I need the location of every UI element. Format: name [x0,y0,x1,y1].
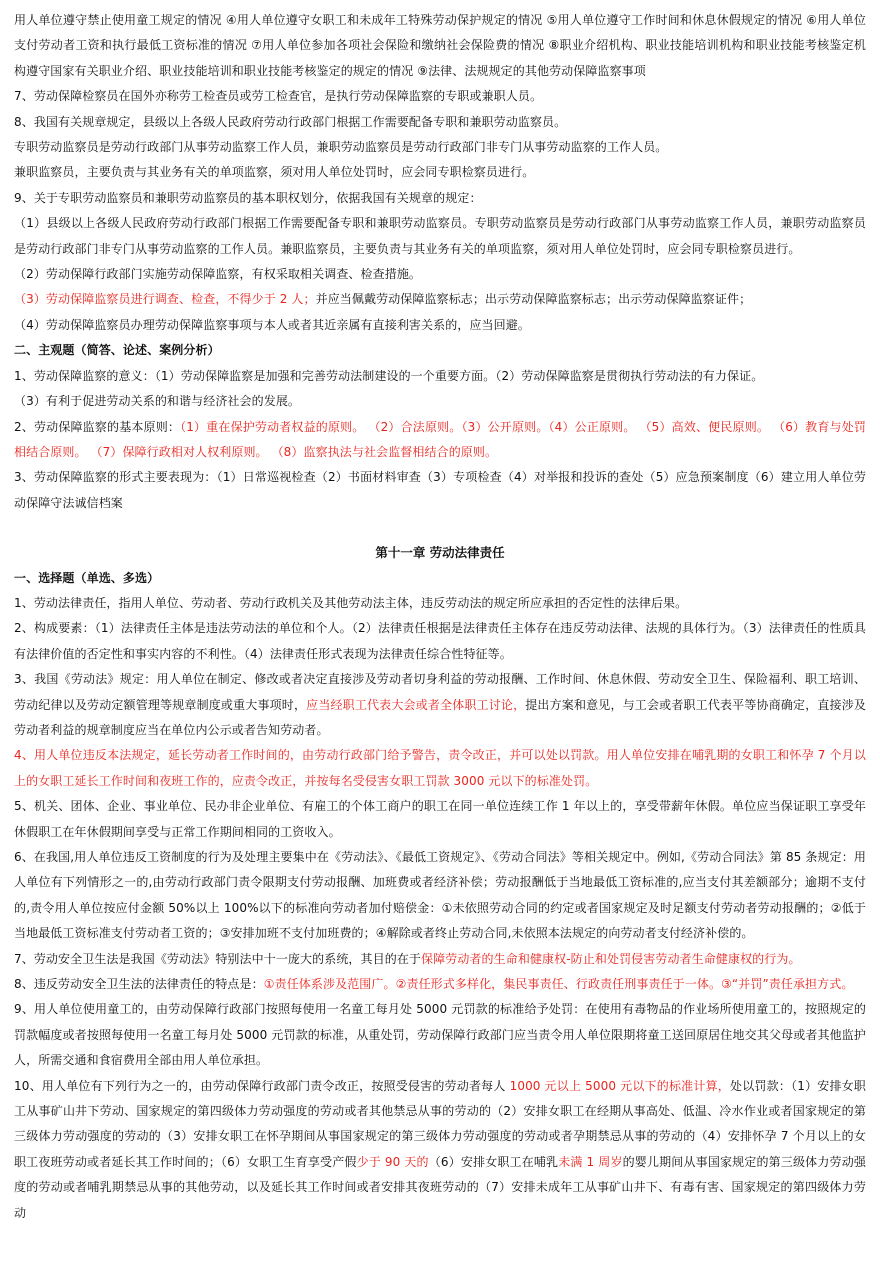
paragraph [14,947,866,972]
highlight-text: （3）劳动保障监察员进行调查、检查，不得少于 2 人； [14,292,316,307]
text-run: 7、劳动安全卫生法是我国《劳动法》特别法中十一庞大的系统，其目的在于 [14,951,422,966]
document-page [14,8,866,1226]
paragraph [14,415,866,466]
text-run: 9、关于专职劳动监察员和兼职劳动监察员的基本职权划分，依据我国有关规章的规定： [14,190,482,205]
paragraph [14,667,866,743]
text-run: 7、劳动保障检察员在国外亦称劳工检查员或劳工检查官，是执行劳动保障监察的专职或兼职人员。 [14,89,543,104]
text-run: （2）劳动保障行政部门实施劳动保障监察，有权采取相关调查、检查措施。 [14,267,422,282]
chapter-title [14,540,866,565]
highlight-text: 未满 1 周岁 [558,1154,623,1169]
paragraph [14,465,866,516]
highlight-text: 少于 90 天的 [356,1154,429,1169]
paragraph [14,364,866,389]
highlight-text: 1000 元以上 5000 元以下的标准计算， [509,1078,730,1093]
section-spacer [14,516,866,540]
text-run: 兼职监察员，主要负责与其业务有关的单项监察，须对用人单位处罚时，应会同专职检察员进行。 [14,165,535,180]
text-run: 的婴儿期间从事国家规定的第三级体力劳动强度的劳动或者哺乳期禁忌从事的其他劳动，以及延长其工作时间或者安排其夜班劳动的（7）安排未成年工从事矿山井下、有毒有害、国家规定的第四级体力劳动 [14,1154,866,1220]
paragraph [14,591,866,616]
text-run: 9、用人单位使用童工的，由劳动保障行政部门按照每使用一名童工每月处 5000 元罚款的标准给予处罚：在使用有毒物品的作业场所使用童工的，按照规定的罚款幅度或者按照每使用一名童工每月处 5000 元罚款的标准，从重处罚，劳动保障行政部门应当责令用人单位限期将童工送回原居住地交其父母或者其他监护人，所需交通和食宿费用全部由用人单位承担。 [14,1002,866,1068]
paragraph [14,338,866,363]
text-run: （6）安排女职工在哺乳 [428,1154,559,1169]
paragraph [14,160,866,185]
text-run: 5、机关、团体、企业、事业单位、民办非企业单位、有雇工的个体工商户的职工在同一单位连续工作 1 年以上的，享受带薪年休假。单位应当保证职工享受年休假职工在年休假期间享受与正常工作期间相同的工资收入。 [14,799,866,839]
text-run: 8、违反劳动安全卫生法的法律责任的特点是： [14,977,264,992]
text-run: （4）劳动保障监察员办理劳动保障监察事项与本人或者其近亲属有直接利害关系的，应当回避。 [14,317,530,332]
text-run: 3、我国《劳动法》规定：用人单位在制定、修改或者决定直接涉及劳动者切身利益的劳动报酬、工作时间、休息休假、劳动安全卫生、保险福利、职工培训、劳动纪律以及劳动定额管理等规章制度或重大事项时， [14,672,866,712]
text-run: （3）有利于促进劳动关系的和谐与经济社会的发展。 [14,394,301,409]
paragraph [14,84,866,109]
text-run: 10、用人单位有下列行为之一的，由劳动保障行政部门责令改正，按照受侵害的劳动者每人 [14,1078,510,1093]
paragraph [14,389,866,414]
highlight-text: 保障劳动者的生命和健康权-防止和处罚侵害劳动者生命健康权的行为。 [421,951,801,966]
paragraph [14,211,866,262]
paragraph [14,287,866,312]
paragraph [14,135,866,160]
text-run: 并应当佩戴劳动保障监察标志；出示劳动保障监察标志；出示劳动保障监察证件； [315,292,752,307]
text-run: 6、在我国,用人单位违反工资制度的行为及处理主要集中在《劳动法》、《最低工资规定》、《劳动合同法》等相关规定中。例如,《劳动合同法》第 85 条规定：用人单位有下列情形之一的,由劳动行政部门责令限期支付劳动报酬、加班费或者经济补偿；劳动报酬低于当地最低工资标准的,应当支付其差额部分；逾期不支付的,责令用人单位按应付金额 50%以上 100%以下的标准向劳动者加付赔偿金：①未依照劳动合同的约定或者国家规定及时足额支付劳动者劳动报酬的；②低于当地最低工资标准支付劳动者工资的；③安排加班不支付加班费的；④解除或者终止劳动合同,未依照本法规定的向劳动者支付经济补偿的。 [14,850,866,941]
paragraph [14,845,866,947]
text-run: 1、劳动法律责任，指用人单位、劳动者、劳动行政机关及其他劳动法主体，违反劳动法的规定所应承担的否定性的法律后果。 [14,595,688,610]
highlight-text: 应当经职工代表大会或者全体职工讨论， [306,697,526,712]
text-run: 2、构成要素：（1）法律责任主体是违法劳动法的单位和个人。（2）法律责任根据是法律责任主体存在违反劳动法律、法规的具体行为。（3）法律责任的性质具有法律价值的否定性和事实内容的不利性。（4）法律责任形式表现为法律责任综合性特征等。 [14,621,866,661]
text-run: 处以罚款：（1）安排女职工从事矿山井下劳动、国家规定的第四级体力劳动强度的劳动或者其他禁忌从事的劳动的（2）安排女职工在经期从事高处、低温、冷水作业或者国家规定的第三级体力劳动强度的劳动的（3）安排女职工在怀孕期间从事国家规定的第三级体力劳动强度的劳动或者孕期禁忌从事的劳动的（4）安排怀孕 7 个月以上的女职工夜班劳动或者延长其工作时间的；（6）女职工生育享受产假 [14,1078,866,1169]
text-run: 第十一章 劳动法律责任 [375,545,505,561]
text-run: （1）县级以上各级人民政府劳动行政部门根据工作需要配备专职和兼职劳动监察员。专职劳动监察员是劳动行政部门从事劳动监察工作人员，兼职劳动监察员是劳动行政部门非专门从事劳动监察的工作人员。兼职监察员，主要负责与其业务有关的单项监察，须对用人单位处罚时，应会同专职检察员进行。 [14,216,866,256]
paragraph [14,313,866,338]
text-run: 专职劳动监察员是劳动行政部门从事劳动监察工作人员，兼职劳动监察员是劳动行政部门非专门从事劳动监察的工作人员。 [14,140,668,155]
paragraph [14,262,866,287]
section-heading: 一、选择题（单选、多选） [14,570,160,585]
paragraph [14,1074,866,1226]
paragraph [14,8,866,84]
text-run: 2、劳动保障监察的基本原则： [14,419,181,434]
paragraph [14,616,866,667]
text-run: 3、劳动保障监察的形式主要表现为：（1）日常巡视检查（2）书面材料审查（3）专项检查（4）对举报和投诉的查处（5）应急预案制度（6）建立用人单位劳动保障守法诚信档案 [14,470,866,510]
paragraph [14,997,866,1073]
highlight-text: 4、用人单位违反本法规定，延长劳动者工作时间的，由劳动行政部门给予警告，责令改正，并可以处以罚款。用人单位安排在哺乳期的女职工和怀孕 7 个月以上的女职工延长工作时间和夜班工作的，应责令改正，并按每名受侵害女职工罚款 3000 元以下的标准处罚。 [14,748,866,788]
highlight-text: （1）重在保护劳动者权益的原则。 （2）合法原则。（3）公开原则。（4）公正原则。 （5）高效、便民原则。 （6）教育与处罚相结合原则。 （7）保障行政相对人权利原则。 （8）监察执法与社会监督相结合的原则。 [14,419,866,459]
text-run: 8、我国有关规章规定，县级以上各级人民政府劳动行政部门根据工作需要配备专职和兼职劳动监察员。 [14,114,567,129]
paragraph [14,794,866,845]
text-run: 1、劳动保障监察的意义：（1）劳动保障监察是加强和完善劳动法制建设的一个重要方面。（2）劳动保障监察是贯彻执行劳动法的有力保证。 [14,368,764,383]
paragraph [14,566,866,591]
highlight-text: ①责任体系涉及范围广。②责任形式多样化，集民事责任、行政责任刑事责任于一体。③“并罚”责任承担方式。 [263,977,854,992]
text-run: 用人单位遵守禁止使用童工规定的情况 ④用人单位遵守女职工和未成年工特殊劳动保护规定的情况 ⑤用人单位遵守工作时间和休息休假规定的情况 ⑥用人单位支付劳动者工资和执行最低工资标准的情况 ⑦用人单位参加各项社会保险和缴纳社会保险费的情况 ⑧职业介绍机构、职业技能培训机构和职业技能考核鉴定机构遵守国家有关职业介绍、职业技能培训和职业技能考核鉴定的规定的情况 ⑨法律、法规规定的其他劳动保障监察事项 [14,13,866,78]
paragraph [14,972,866,997]
paragraph [14,110,866,135]
text-run: 提出方案和意见，与工会或者职工代表平等协商确定，直接涉及劳动者利益的规章制度应当在单位内公示或者告知劳动者。 [14,697,866,737]
section-heading: 二、主观题（简答、论述、案例分析） [14,343,220,358]
paragraph [14,743,866,794]
paragraph [14,186,866,211]
